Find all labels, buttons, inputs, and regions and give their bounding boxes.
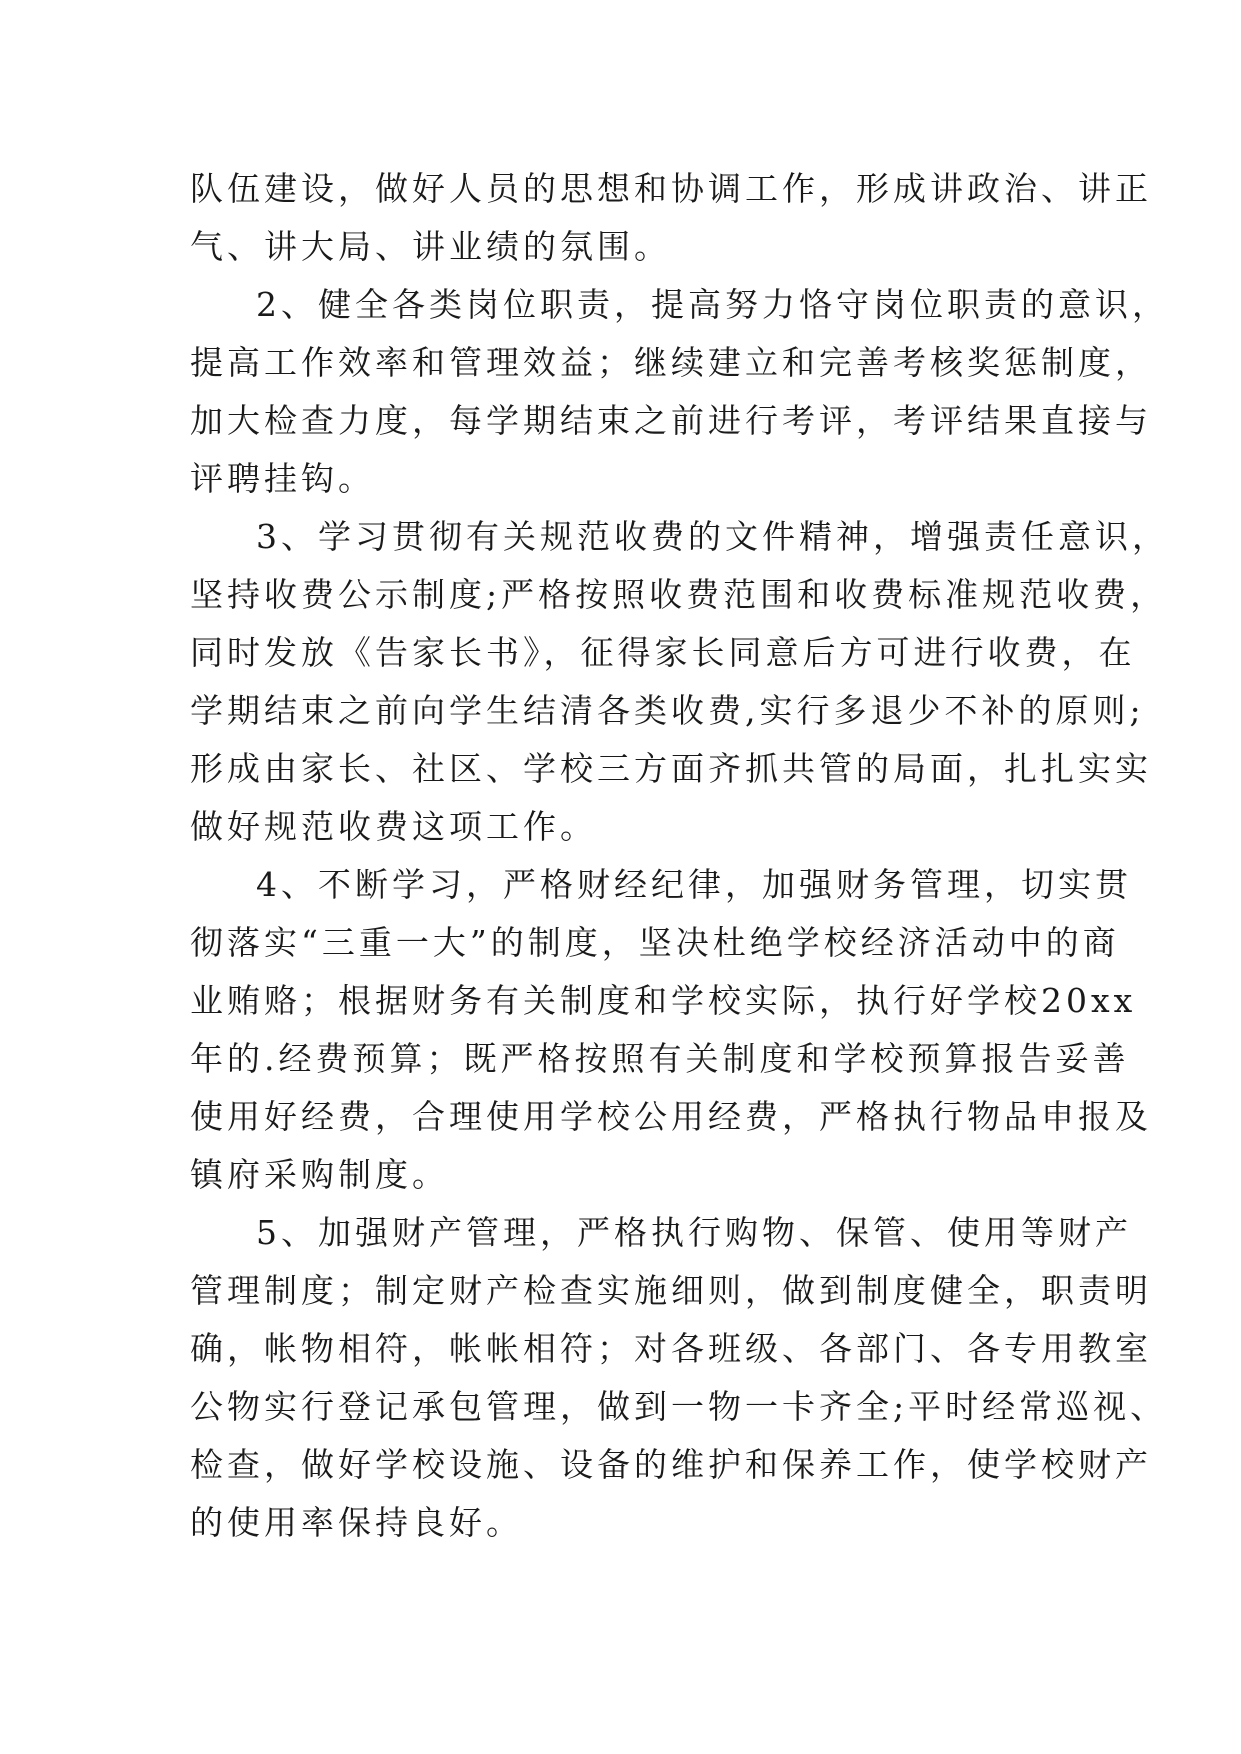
text-line: 确，帐物相符，帐帐相符；对各班级、各部门、各专用教室 (190, 1329, 1152, 1368)
text-line: 5、加强财产管理，严格执行购物、保管、使用等财产 (256, 1213, 1132, 1252)
text-line: 管理制度；制定财产检查实施细则，做到制度健全，职责明 (190, 1271, 1152, 1310)
paragraph-5-continued (190, 1262, 1168, 1552)
paragraph-2 (190, 276, 1169, 334)
text-line: 评聘挂钩。 (190, 459, 375, 498)
text-line: 使用好经费，合理使用学校公用经费，严格执行物品申报及 (190, 1097, 1152, 1136)
paragraph-1 (190, 160, 1152, 276)
paragraph-4 (190, 856, 1132, 914)
text-line: 同时发放《告家长书》，征得家长同意后方可进行收费，在 (190, 633, 1136, 672)
text-line: 4、不断学习，严格财经纪律，加强财务管理，切实贯 (256, 865, 1132, 904)
text-line: 检查，做好学校设施、设备的维护和保养工作，使学校财产 (190, 1445, 1152, 1484)
text-line: 公物实行登记承包管理，做到一物一卡齐全;平时经常巡视、 (190, 1387, 1168, 1426)
text-line: 3、学习贯彻有关规范收费的文件精神，增强责任意识， (256, 517, 1169, 556)
text-line: 的使用率保持良好。 (190, 1503, 523, 1542)
text-line: 年的.经费预算；既严格按照有关制度和学校预算报告妥善 (190, 1039, 1130, 1078)
text-line: 2、健全各类岗位职责，提高努力恪守岗位职责的意识， (256, 285, 1169, 324)
paragraph-5 (190, 1204, 1132, 1262)
text-line: 队伍建设，做好人员的思想和协调工作，形成讲政治、讲正 (190, 169, 1152, 208)
text-line: 加大检查力度，每学期结束之前进行考评，考评结果直接与 (190, 401, 1152, 440)
document-body (190, 160, 1169, 1552)
text-line: 做好规范收费这项工作。 (190, 807, 597, 846)
text-line: 业贿赂；根据财务有关制度和学校实际，执行好学校20xx (190, 981, 1137, 1020)
paragraph-3-continued (190, 566, 1168, 856)
text-line: 气、讲大局、讲业绩的氛围。 (190, 227, 671, 266)
text-line: 坚持收费公示制度;严格按照收费范围和收费标准规范收费， (190, 575, 1168, 614)
text-line: 学期结束之前向学生结清各类收费,实行多退少不补的原则; (190, 691, 1145, 730)
text-line: 镇府采购制度。 (190, 1155, 449, 1194)
paragraph-2-continued (190, 334, 1152, 508)
text-line: 形成由家长、社区、学校三方面齐抓共管的局面，扎扎实实 (190, 749, 1152, 788)
text-line: 提高工作效率和管理效益；继续建立和完善考核奖惩制度， (190, 343, 1152, 382)
text-line: 彻落实“三重一大”的制度，坚决杜绝学校经济活动中的商 (190, 923, 1120, 962)
paragraph-3 (190, 508, 1169, 566)
paragraph-4-continued (190, 914, 1152, 1204)
